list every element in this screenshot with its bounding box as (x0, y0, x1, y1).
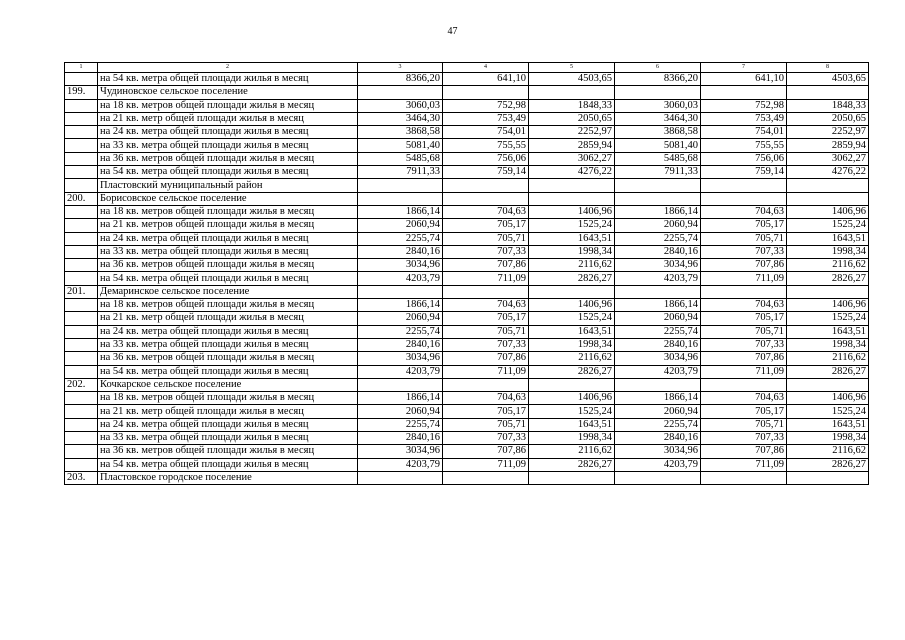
value-cell: 711,09 (701, 365, 787, 378)
row-number: 203. (65, 471, 98, 484)
row-number (65, 245, 98, 258)
row-number (65, 418, 98, 431)
row-number (65, 126, 98, 139)
value-cell: 2116,62 (787, 259, 869, 272)
table-row (65, 112, 869, 125)
row-label: на 36 кв. метров общей площади жилья в месяц (98, 352, 358, 365)
value-cell (443, 285, 529, 298)
column-number: 4 (443, 63, 529, 73)
value-cell: 754,01 (443, 126, 529, 139)
value-cell: 2060,94 (615, 219, 701, 232)
row-label: на 21 кв. метр общей площади жилья в месяц (98, 312, 358, 325)
table-row (65, 325, 869, 338)
value-cell: 4276,22 (529, 166, 615, 179)
value-cell: 1998,34 (529, 432, 615, 445)
row-number (65, 232, 98, 245)
value-cell: 1406,96 (529, 299, 615, 312)
value-cell: 1998,34 (529, 338, 615, 351)
value-cell (358, 179, 443, 192)
value-cell: 711,09 (443, 458, 529, 471)
row-label: на 54 кв. метра общей площади жилья в месяц (98, 166, 358, 179)
value-cell: 2859,94 (529, 139, 615, 152)
row-label: на 36 кв. метров общей площади жилья в месяц (98, 445, 358, 458)
value-cell: 7911,33 (358, 166, 443, 179)
row-label: Кочкарское сельское поселение (98, 378, 358, 391)
table-row (65, 232, 869, 245)
value-cell (443, 471, 529, 484)
table-row (65, 378, 869, 391)
value-cell: 2050,65 (787, 112, 869, 125)
value-cell: 2826,27 (787, 272, 869, 285)
value-cell: 1643,51 (529, 418, 615, 431)
value-cell: 3034,96 (358, 352, 443, 365)
value-cell: 705,17 (443, 219, 529, 232)
table-row (65, 192, 869, 205)
value-cell: 1643,51 (529, 325, 615, 338)
value-cell: 755,55 (701, 139, 787, 152)
row-label: на 54 кв. метра общей площади жилья в месяц (98, 73, 358, 86)
row-label: на 33 кв. метра общей площади жилья в месяц (98, 338, 358, 351)
value-cell: 2050,65 (529, 112, 615, 125)
value-cell: 705,71 (701, 325, 787, 338)
value-cell: 707,33 (701, 432, 787, 445)
row-number (65, 272, 98, 285)
value-cell: 707,33 (701, 338, 787, 351)
row-number (65, 205, 98, 218)
value-cell: 7911,33 (615, 166, 701, 179)
row-number (65, 432, 98, 445)
row-number (65, 445, 98, 458)
value-cell: 4203,79 (615, 272, 701, 285)
value-cell: 1525,24 (787, 219, 869, 232)
table-row (65, 312, 869, 325)
value-cell: 3034,96 (358, 259, 443, 272)
value-cell (529, 192, 615, 205)
value-cell: 754,01 (701, 126, 787, 139)
value-cell: 704,63 (443, 299, 529, 312)
table-row (65, 152, 869, 165)
row-number (65, 299, 98, 312)
value-cell: 4203,79 (615, 458, 701, 471)
value-cell: 705,71 (443, 418, 529, 431)
value-cell (443, 86, 529, 99)
value-cell: 2255,74 (358, 232, 443, 245)
row-number (65, 312, 98, 325)
row-label: на 18 кв. метров общей площади жилья в месяц (98, 392, 358, 405)
value-cell (787, 192, 869, 205)
row-number (65, 179, 98, 192)
value-cell: 3034,96 (615, 352, 701, 365)
value-cell: 1406,96 (787, 299, 869, 312)
value-cell: 2060,94 (615, 312, 701, 325)
value-cell: 8366,20 (358, 73, 443, 86)
value-cell: 1866,14 (615, 205, 701, 218)
value-cell: 5081,40 (615, 139, 701, 152)
value-cell: 711,09 (443, 365, 529, 378)
row-label: на 18 кв. метров общей площади жилья в месяц (98, 205, 358, 218)
value-cell: 2255,74 (358, 325, 443, 338)
value-cell: 3060,03 (615, 99, 701, 112)
value-cell: 3034,96 (358, 445, 443, 458)
value-cell (701, 471, 787, 484)
value-cell (787, 86, 869, 99)
value-cell: 2116,62 (787, 445, 869, 458)
value-cell: 705,71 (443, 232, 529, 245)
value-cell: 1525,24 (529, 312, 615, 325)
table-row (65, 259, 869, 272)
value-cell: 3464,30 (615, 112, 701, 125)
table-row (65, 272, 869, 285)
row-number (65, 166, 98, 179)
value-cell: 1848,33 (529, 99, 615, 112)
value-cell: 704,63 (701, 392, 787, 405)
value-cell: 704,63 (701, 205, 787, 218)
value-cell: 1998,34 (529, 245, 615, 258)
row-number (65, 152, 98, 165)
value-cell: 1866,14 (615, 299, 701, 312)
value-cell: 4203,79 (358, 458, 443, 471)
value-cell: 2255,74 (358, 418, 443, 431)
value-cell (443, 378, 529, 391)
row-number (65, 365, 98, 378)
row-number (65, 392, 98, 405)
row-label: Чудиновское сельское поселение (98, 86, 358, 99)
value-cell: 704,63 (701, 299, 787, 312)
table-row (65, 139, 869, 152)
tariff-table (64, 62, 869, 485)
row-label: Пластовский муниципальный район (98, 179, 358, 192)
value-cell: 3062,27 (787, 152, 869, 165)
column-number: 5 (529, 63, 615, 73)
value-cell: 1525,24 (529, 405, 615, 418)
table-row (65, 392, 869, 405)
row-label: на 21 кв. метр общей площади жилья в месяц (98, 112, 358, 125)
value-cell (615, 471, 701, 484)
row-label: на 33 кв. метра общей площади жилья в месяц (98, 245, 358, 258)
value-cell: 2826,27 (529, 458, 615, 471)
row-label: на 21 кв. метр общей площади жилья в месяц (98, 405, 358, 418)
value-cell: 1866,14 (615, 392, 701, 405)
value-cell: 705,71 (701, 232, 787, 245)
value-cell: 707,86 (443, 445, 529, 458)
table-row (65, 219, 869, 232)
value-cell: 705,71 (443, 325, 529, 338)
value-cell: 704,63 (443, 392, 529, 405)
row-number (65, 405, 98, 418)
value-cell: 2060,94 (358, 219, 443, 232)
column-number: 3 (358, 63, 443, 73)
value-cell: 1866,14 (358, 205, 443, 218)
value-cell (529, 471, 615, 484)
value-cell: 4276,22 (787, 166, 869, 179)
row-label: на 21 кв. метров общей площади жилья в месяц (98, 219, 358, 232)
row-number (65, 458, 98, 471)
value-cell: 711,09 (443, 272, 529, 285)
value-cell (787, 378, 869, 391)
value-cell: 2826,27 (787, 458, 869, 471)
row-label: на 54 кв. метра общей площади жилья в месяц (98, 458, 358, 471)
value-cell (443, 179, 529, 192)
value-cell: 4203,79 (615, 365, 701, 378)
value-cell: 8366,20 (615, 73, 701, 86)
value-cell: 5485,68 (615, 152, 701, 165)
table-row (65, 205, 869, 218)
value-cell: 2116,62 (529, 352, 615, 365)
value-cell: 752,98 (701, 99, 787, 112)
value-cell: 2826,27 (787, 365, 869, 378)
table-row (65, 99, 869, 112)
row-label: на 36 кв. метров общей площади жилья в месяц (98, 259, 358, 272)
value-cell (787, 285, 869, 298)
value-cell: 759,14 (443, 166, 529, 179)
row-label: Борисовское сельское поселение (98, 192, 358, 205)
value-cell: 753,49 (443, 112, 529, 125)
value-cell: 2116,62 (787, 352, 869, 365)
row-label: Пластовское городское поселение (98, 471, 358, 484)
value-cell: 707,33 (443, 338, 529, 351)
row-number (65, 259, 98, 272)
value-cell (358, 471, 443, 484)
value-cell: 753,49 (701, 112, 787, 125)
value-cell: 2255,74 (615, 325, 701, 338)
value-cell: 1643,51 (787, 325, 869, 338)
value-cell: 1998,34 (787, 245, 869, 258)
row-label: на 54 кв. метра общей площади жилья в месяц (98, 272, 358, 285)
row-number (65, 73, 98, 86)
table-row (65, 405, 869, 418)
value-cell (358, 86, 443, 99)
row-label: на 24 кв. метра общей площади жилья в месяц (98, 126, 358, 139)
value-cell: 1406,96 (787, 392, 869, 405)
row-label: на 18 кв. метров общей площади жилья в месяц (98, 299, 358, 312)
table-row (65, 432, 869, 445)
table-row (65, 86, 869, 99)
value-cell (529, 285, 615, 298)
value-cell: 2255,74 (615, 418, 701, 431)
value-cell: 705,17 (443, 312, 529, 325)
value-cell (615, 378, 701, 391)
row-number (65, 99, 98, 112)
value-cell: 707,33 (443, 245, 529, 258)
value-cell: 3034,96 (615, 259, 701, 272)
row-number: 199. (65, 86, 98, 99)
value-cell: 2840,16 (358, 432, 443, 445)
row-number (65, 338, 98, 351)
value-cell (358, 378, 443, 391)
table-row (65, 299, 869, 312)
value-cell: 3868,58 (615, 126, 701, 139)
value-cell: 4203,79 (358, 365, 443, 378)
value-cell (615, 86, 701, 99)
value-cell: 752,98 (443, 99, 529, 112)
value-cell: 2116,62 (529, 259, 615, 272)
page-number: 47 (447, 26, 458, 37)
value-cell (529, 179, 615, 192)
table-row (65, 471, 869, 484)
column-number-row (65, 63, 869, 73)
value-cell: 707,33 (701, 245, 787, 258)
table-row (65, 245, 869, 258)
value-cell: 2060,94 (358, 312, 443, 325)
table-row (65, 285, 869, 298)
value-cell: 756,06 (443, 152, 529, 165)
value-cell: 705,17 (443, 405, 529, 418)
value-cell: 5081,40 (358, 139, 443, 152)
value-cell: 4503,65 (529, 73, 615, 86)
value-cell (701, 192, 787, 205)
value-cell: 705,17 (701, 219, 787, 232)
value-cell (701, 179, 787, 192)
value-cell: 2840,16 (358, 338, 443, 351)
value-cell (529, 86, 615, 99)
value-cell: 707,86 (701, 352, 787, 365)
value-cell: 2060,94 (615, 405, 701, 418)
value-cell: 3464,30 (358, 112, 443, 125)
value-cell: 2826,27 (529, 365, 615, 378)
value-cell: 5485,68 (358, 152, 443, 165)
column-number: 6 (615, 63, 701, 73)
value-cell (701, 86, 787, 99)
value-cell (443, 192, 529, 205)
value-cell: 705,17 (701, 312, 787, 325)
value-cell: 707,33 (443, 432, 529, 445)
value-cell: 755,55 (443, 139, 529, 152)
row-number (65, 352, 98, 365)
table-row (65, 365, 869, 378)
value-cell: 3868,58 (358, 126, 443, 139)
table-row (65, 445, 869, 458)
row-label: на 33 кв. метра общей площади жилья в месяц (98, 139, 358, 152)
table-row (65, 73, 869, 86)
value-cell: 707,86 (701, 259, 787, 272)
row-number (65, 112, 98, 125)
value-cell: 1998,34 (787, 338, 869, 351)
value-cell (701, 285, 787, 298)
table-row (65, 338, 869, 351)
value-cell: 705,71 (701, 418, 787, 431)
value-cell (358, 192, 443, 205)
value-cell: 1525,24 (787, 312, 869, 325)
value-cell: 1406,96 (787, 205, 869, 218)
row-label: на 36 кв. метров общей площади жилья в месяц (98, 152, 358, 165)
value-cell: 704,63 (443, 205, 529, 218)
value-cell: 2116,62 (529, 445, 615, 458)
value-cell (358, 285, 443, 298)
row-label: на 24 кв. метра общей площади жилья в месяц (98, 325, 358, 338)
value-cell (787, 471, 869, 484)
value-cell: 641,10 (443, 73, 529, 86)
row-number (65, 139, 98, 152)
row-label: Демаринское сельское поселение (98, 285, 358, 298)
value-cell: 3034,96 (615, 445, 701, 458)
value-cell (615, 285, 701, 298)
value-cell: 711,09 (701, 272, 787, 285)
value-cell: 2826,27 (529, 272, 615, 285)
table-row (65, 126, 869, 139)
row-label: на 24 кв. метра общей площади жилья в месяц (98, 418, 358, 431)
value-cell (701, 378, 787, 391)
value-cell (529, 378, 615, 391)
value-cell: 2252,97 (787, 126, 869, 139)
value-cell: 3060,03 (358, 99, 443, 112)
value-cell: 705,17 (701, 405, 787, 418)
value-cell: 4503,65 (787, 73, 869, 86)
value-cell: 1848,33 (787, 99, 869, 112)
value-cell: 641,10 (701, 73, 787, 86)
value-cell: 1525,24 (529, 219, 615, 232)
value-cell: 707,86 (443, 352, 529, 365)
column-number: 2 (98, 63, 358, 73)
value-cell: 2252,97 (529, 126, 615, 139)
value-cell: 2840,16 (615, 245, 701, 258)
value-cell: 3062,27 (529, 152, 615, 165)
value-cell: 2840,16 (358, 245, 443, 258)
value-cell: 1643,51 (787, 418, 869, 431)
value-cell: 1998,34 (787, 432, 869, 445)
value-cell (615, 179, 701, 192)
value-cell: 4203,79 (358, 272, 443, 285)
row-number: 200. (65, 192, 98, 205)
table-row (65, 458, 869, 471)
value-cell: 2255,74 (615, 232, 701, 245)
column-number: 1 (65, 63, 98, 73)
value-cell: 1866,14 (358, 299, 443, 312)
table-row (65, 352, 869, 365)
table-row (65, 179, 869, 192)
value-cell: 1643,51 (787, 232, 869, 245)
column-number: 8 (787, 63, 869, 73)
value-cell: 1406,96 (529, 392, 615, 405)
value-cell: 707,86 (443, 259, 529, 272)
table-row (65, 166, 869, 179)
value-cell: 1643,51 (529, 232, 615, 245)
value-cell: 2840,16 (615, 338, 701, 351)
value-cell: 2060,94 (358, 405, 443, 418)
row-number (65, 325, 98, 338)
row-label: на 24 кв. метра общей площади жилья в месяц (98, 232, 358, 245)
row-number: 202. (65, 378, 98, 391)
row-label: на 18 кв. метров общей площади жилья в месяц (98, 99, 358, 112)
row-label: на 33 кв. метра общей площади жилья в месяц (98, 432, 358, 445)
row-number (65, 219, 98, 232)
value-cell: 711,09 (701, 458, 787, 471)
value-cell (615, 192, 701, 205)
value-cell: 1406,96 (529, 205, 615, 218)
value-cell: 756,06 (701, 152, 787, 165)
row-label: на 54 кв. метра общей площади жилья в месяц (98, 365, 358, 378)
value-cell: 759,14 (701, 166, 787, 179)
table-row (65, 418, 869, 431)
value-cell: 2859,94 (787, 139, 869, 152)
value-cell: 1866,14 (358, 392, 443, 405)
value-cell (787, 179, 869, 192)
value-cell: 2840,16 (615, 432, 701, 445)
value-cell: 707,86 (701, 445, 787, 458)
row-number: 201. (65, 285, 98, 298)
column-number: 7 (701, 63, 787, 73)
value-cell: 1525,24 (787, 405, 869, 418)
